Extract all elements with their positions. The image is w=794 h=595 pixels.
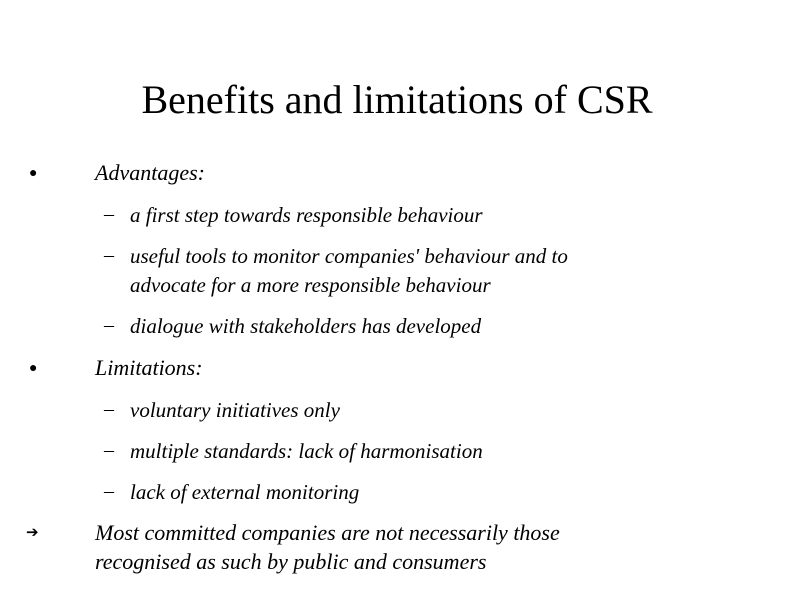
slide-title: Benefits and limitations of CSR xyxy=(141,77,653,122)
list-item-text: multiple standards: lack of harmonisation xyxy=(130,439,483,463)
conclusion-line-continuation xyxy=(95,547,486,576)
list-item xyxy=(104,437,483,466)
list-item xyxy=(104,201,483,230)
section-heading-label: Limitations: xyxy=(95,355,203,380)
section-heading-advantages xyxy=(29,158,205,187)
conclusion-line xyxy=(26,518,560,547)
list-item xyxy=(104,478,360,507)
dash-icon: – xyxy=(104,203,114,225)
dash-icon: – xyxy=(104,480,114,502)
section-heading-limitations xyxy=(29,353,203,382)
arrow-right-icon: ➔ xyxy=(26,525,39,541)
dash-icon: – xyxy=(104,439,114,461)
list-item-text: useful tools to monitor companies' behaviour and to xyxy=(130,244,568,268)
bullet-icon: ● xyxy=(29,361,38,376)
list-item-continuation xyxy=(130,271,491,300)
list-item xyxy=(104,242,568,271)
dash-icon: – xyxy=(104,244,114,266)
conclusion-text: Most committed companies are not necessarily those xyxy=(95,520,560,545)
list-item-text: dialogue with stakeholders has developed xyxy=(130,314,482,338)
list-item xyxy=(104,396,340,425)
section-heading-label: Advantages: xyxy=(95,160,205,185)
list-item-text: voluntary initiatives only xyxy=(130,398,340,422)
dash-icon: – xyxy=(104,398,114,420)
conclusion-text: recognised as such by public and consumers xyxy=(95,549,487,574)
bullet-icon: ● xyxy=(29,166,38,181)
list-item xyxy=(104,312,482,341)
list-item-text: a first step towards responsible behaviour xyxy=(130,203,483,227)
list-item-text: lack of external monitoring xyxy=(130,480,360,504)
list-item-text: advocate for a more responsible behaviour xyxy=(130,273,491,297)
dash-icon: – xyxy=(104,314,114,336)
